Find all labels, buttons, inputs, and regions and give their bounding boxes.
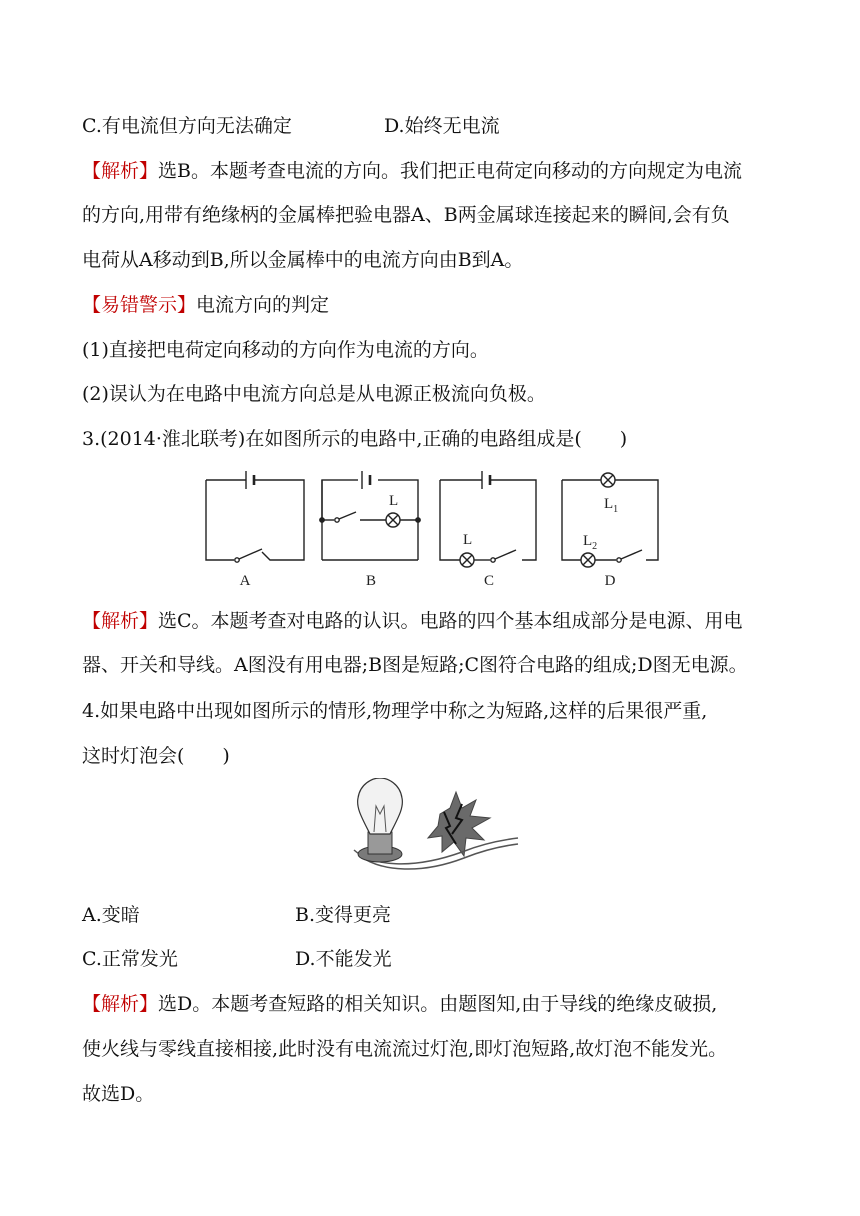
q2-analysis-line-2: 的方向,用带有绝缘柄的金属棒把验电器A、B两金属球连接起来的瞬间,会有负 (82, 204, 730, 226)
lamp-socket (368, 832, 392, 854)
option-d: D.始终无电流 (384, 115, 500, 137)
q4-analysis-line-1: 【解析】选D。本题考查短路的相关知识。由题图知,由于导线的绝缘皮破损, (82, 993, 718, 1015)
warning-item-2: (2)误认为在电路中电流方向总是从电源正极流向负极。 (82, 383, 546, 405)
q4-analysis-line-3: 故选D。 (82, 1083, 155, 1105)
q3-analysis-line-2: 器、开关和导线。A图没有用电器;B图是短路;C图符合电路的组成;D图无电源。 (82, 654, 748, 676)
circuit-label-a: A (239, 573, 251, 589)
warning-tag: 【易错警示】 (82, 294, 197, 316)
q2-analysis-line-1: 【解析】选B。本题考查电流的方向。我们把正电荷定向移动的方向规定为电流 (82, 160, 742, 182)
lamp-label-b: L (389, 493, 399, 509)
circuit-label-c: C (483, 573, 495, 589)
q3-stem: 3.(2014·淮北联考)在如图所示的电路中,正确的电路组成是( ) (82, 428, 628, 450)
circuit-label-b: B (365, 573, 377, 589)
q3-circuit-figure (196, 462, 666, 592)
analysis-tag: 【解析】 (82, 610, 159, 632)
warning-item-1: (1)直接把电荷定向移动的方向作为电流的方向。 (82, 339, 489, 361)
circuit-d (562, 473, 658, 567)
circuit-c (440, 471, 536, 567)
q4-stem-line-2: 这时灯泡会( ) (82, 745, 230, 767)
q2-analysis-line-3: 电荷从A移动到B,所以金属棒中的电流方向由B到A。 (82, 249, 524, 271)
option-c: C.有电流但方向无法确定 (82, 115, 292, 137)
short-circuit-illustration (352, 778, 522, 878)
circuit-b (320, 471, 420, 560)
lamp-label-d1: $L_1$ (604, 496, 619, 515)
light-bulb (358, 778, 403, 834)
option-a: A.变暗 (82, 904, 140, 926)
option-d: D.不能发光 (295, 948, 392, 970)
option-b: B.变得更亮 (295, 904, 392, 926)
circuit-label-d: D (604, 573, 616, 589)
lamp-label-d2: $L_2$ (583, 533, 598, 552)
q4-analysis-line-2: 使火线与零线直接相接,此时没有电流流过灯泡,即灯泡短路,故灯泡不能发光。 (82, 1038, 728, 1060)
warning-heading: 【易错警示】电流方向的判定 (82, 294, 330, 316)
lamp-label-c: L (463, 532, 473, 548)
q4-stem-line-1: 4.如果电路中出现如图所示的情形,物理学中称之为短路,这样的后果很严重, (82, 700, 708, 722)
analysis-tag: 【解析】 (82, 993, 159, 1015)
q3-analysis-line-1: 【解析】选C。本题考查对电路的认识。电路的四个基本组成部分是电源、用电 (82, 610, 743, 632)
analysis-tag: 【解析】 (82, 160, 159, 182)
circuit-a (206, 471, 304, 562)
option-c: C.正常发光 (82, 948, 178, 970)
